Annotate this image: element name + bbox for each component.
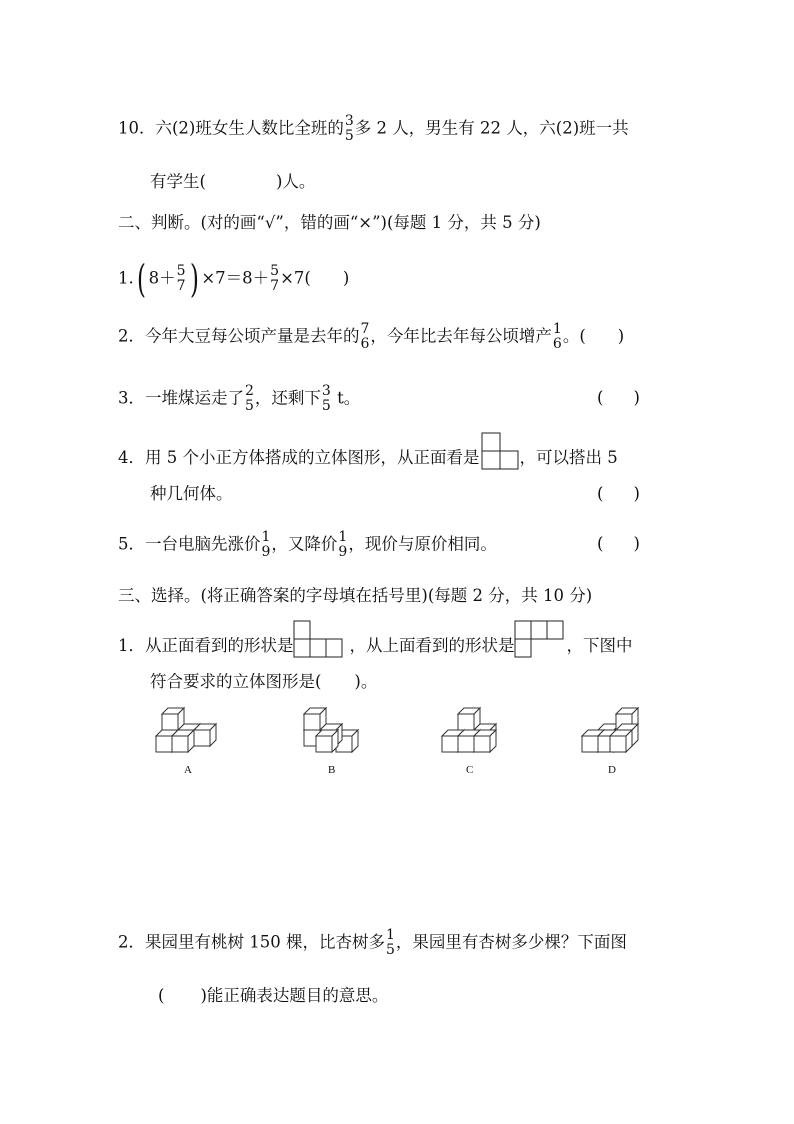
s2-q4-line1 bbox=[118, 446, 618, 470]
option-a-label: A bbox=[184, 764, 192, 776]
option-a-figure[interactable] bbox=[156, 708, 216, 752]
s2-q2-text-b: ，今年比去年每公顷增产 bbox=[370, 326, 552, 346]
right-paren-big: ) bbox=[189, 257, 199, 301]
s2-q3-text-c: t。 bbox=[331, 388, 361, 408]
s2-q3 bbox=[118, 384, 360, 414]
s3-q2-text-a: 2．果园里有桃树 150 棵，比杏树多 bbox=[118, 932, 385, 952]
option-d-figure[interactable] bbox=[582, 708, 638, 752]
q10-line2 bbox=[150, 170, 315, 194]
s2-q2-text-a: 2．今年大豆每公顷产量是去年的 bbox=[118, 326, 360, 346]
s2-q3-answer[interactable]: ( ) bbox=[597, 388, 640, 407]
section2-title: 二、判断。(对的画“√”，错的画“×”)(每题 1 分，共 5 分) bbox=[118, 213, 541, 232]
front-view-shape bbox=[482, 433, 522, 473]
s3-q1-line1 bbox=[118, 634, 633, 658]
front-view-icon bbox=[480, 449, 520, 469]
s2-q2 bbox=[118, 322, 624, 352]
s2-q5-text-a: 5．一台电脑先涨价 bbox=[118, 534, 261, 554]
s2-q1 bbox=[118, 257, 350, 301]
s3-q1-text-c: ，下图中 bbox=[566, 636, 633, 655]
s2-q4-answer[interactable]: ( ) bbox=[597, 484, 640, 503]
option-b-figure[interactable] bbox=[304, 708, 358, 752]
s2-q4-text-a: 4．用 5 个小正方体搭成的立体图形，从正面看是 bbox=[118, 448, 480, 467]
section3-title: 三、选择。(将正确答案的字母填在括号里)(每题 2 分，共 10 分) bbox=[118, 586, 593, 605]
s2-q2-frac2: 1 6 bbox=[552, 321, 562, 352]
q10-text-b: 多 2 人，男生有 22 人，六(2)班一共 bbox=[354, 118, 629, 138]
q10-text-d: )人。 bbox=[275, 172, 316, 191]
s3-q2-line1 bbox=[118, 928, 627, 958]
s3-q2-text-b: ，果园里有杏树多少棵？下面图 bbox=[395, 932, 627, 952]
s2-q1-tail: ×7( bbox=[280, 268, 311, 288]
s2-q5-text-b: ，又降价 bbox=[271, 534, 338, 554]
s2-q1-frac2: 5 7 bbox=[270, 263, 280, 294]
option-b-label: B bbox=[328, 764, 336, 776]
s2-q1-inner: 8＋ bbox=[148, 268, 176, 288]
s3-q1-line2: 符合要求的立体图形是( )。 bbox=[150, 672, 378, 691]
options-figures bbox=[0, 700, 794, 780]
s2-q2-frac1: 7 6 bbox=[360, 321, 370, 352]
s2-q3-text-b: ，还剩下 bbox=[254, 388, 321, 408]
s2-q4-line2: 种几何体。 bbox=[150, 484, 233, 503]
option-c-label: C bbox=[466, 764, 474, 776]
top-view-shape bbox=[515, 621, 575, 661]
s3-q2-frac: 1 5 bbox=[385, 927, 395, 958]
q10-fraction: 3 5 bbox=[344, 113, 354, 144]
s3-q2-line2 bbox=[158, 984, 388, 1008]
s2-q5-frac1: 1 9 bbox=[261, 529, 271, 560]
s2-q3-text-a: 3．一堆煤运走了 bbox=[118, 388, 244, 408]
s2-q1-number: 1. bbox=[118, 268, 134, 288]
front-view-shape-2 bbox=[294, 621, 354, 661]
q10-line1 bbox=[118, 114, 629, 144]
s2-q5-frac2: 1 9 bbox=[338, 529, 348, 560]
s2-q5 bbox=[118, 530, 497, 560]
s2-q4-text-b: ，可以搭出 5 bbox=[519, 448, 618, 467]
s3-q2-text-c: )能正确表达题目的意思。 bbox=[200, 986, 389, 1005]
q10-text-a: 六(2)班女生人数比全班的 bbox=[155, 118, 344, 138]
s2-q1-mid: ×7＝8＋ bbox=[201, 268, 270, 288]
top-view-icon bbox=[515, 637, 567, 657]
option-d-label: D bbox=[608, 764, 616, 776]
s2-q5-text-c: ，现价与原价相同。 bbox=[348, 534, 497, 554]
s2-q3-frac1: 2 5 bbox=[245, 383, 254, 414]
q10-number: 10． bbox=[118, 118, 156, 138]
s3-q2-paren-open: ( bbox=[158, 986, 165, 1005]
s2-q1-close: ) bbox=[342, 268, 350, 288]
s3-q1-text-b: ，从上面看到的形状是 bbox=[349, 636, 515, 655]
s2-q1-frac1: 5 7 bbox=[176, 263, 186, 294]
q10-text-c: 有学生( bbox=[150, 172, 206, 191]
option-c-figure[interactable] bbox=[442, 708, 496, 752]
front-view-icon-2 bbox=[294, 637, 350, 657]
left-paren-big: ( bbox=[136, 257, 146, 301]
s3-q1-text-a: 1．从正面看到的形状是 bbox=[118, 636, 294, 655]
s2-q5-answer[interactable]: ( ) bbox=[597, 534, 640, 553]
s2-q2-text-c: 。( bbox=[562, 326, 586, 346]
s2-q3-frac2: 3 5 bbox=[321, 383, 331, 414]
s2-q2-close: ) bbox=[617, 326, 625, 346]
